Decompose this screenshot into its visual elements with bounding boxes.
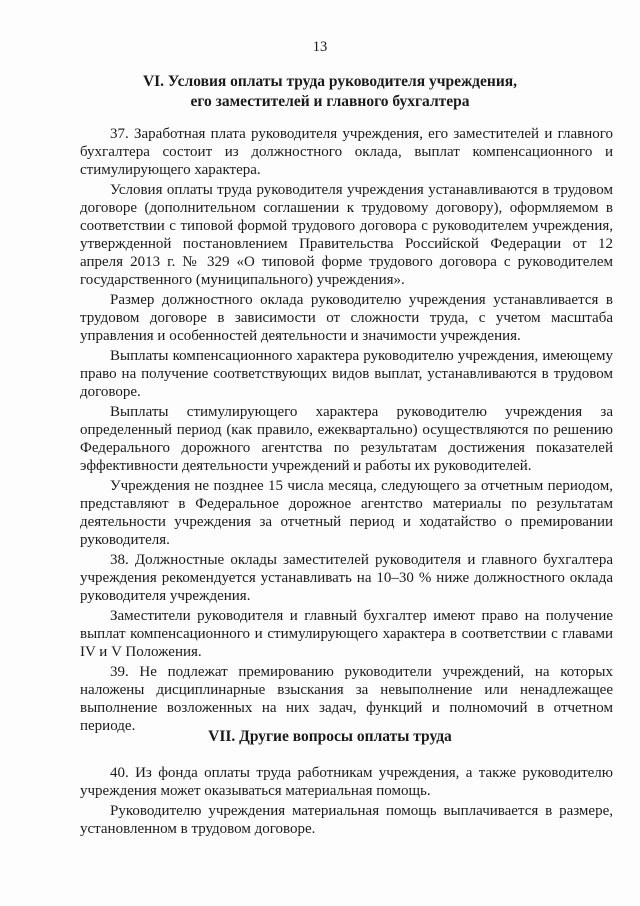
paragraph-37-incentive: Выплаты стимулирующего характера руководителю учреждения за определенный период (как правило, ежеквартально) осуществляются по решению Федерального дорожного агентства по результатам достижения показателей эффективности деятельности учреждений и работы их руководителей. (80, 404, 613, 474)
paragraph-37-salary-size: Размер должностного оклада руководителю учреждения устанавливается в трудовом договоре в зависимости от сложности труда, с учетом масштаба управления и особенностей деятельности и значимости учреждения. (80, 292, 613, 344)
section-7-title: VII. Другие вопросы оплаты труда (208, 728, 452, 745)
section-7-body (80, 764, 613, 840)
paragraph-40: 40. Из фонда оплаты труда работникам учреждения, а также руководителю учреждения может оказываться материальная помощь. (80, 765, 613, 799)
paragraph-37-compensation: Выплаты компенсационного характера руководителю учреждения, имеющему право на получение соответствующих видов выплат, устанавливаются в трудовом договоре. (80, 348, 613, 400)
paragraph-37-conditions: Условия оплаты труда руководителя учреждения устанавливаются в трудовом договоре (дополнительном соглашении к трудовому договору), оформляемом в соответствии с типовой формой трудового договора с руководителем учреждения, утвержденной постановлением Правительства Российской Федерации от 12 апреля 2013 г. № 329 «О типовой форме трудового договора с руководителем государственного (муниципального) учреждения». (80, 182, 613, 288)
page-number: 13 (312, 39, 328, 55)
paragraph-38-deputies: Заместители руководителя и главный бухгалтер имеют право на получение выплат компенсационного и стимулирующего характера в соответствии с главами IV и V Положения. (80, 608, 613, 660)
paragraph-37-reporting: Учреждения не позднее 15 числа месяца, следующего за отчетным периодом, представляют в Федеральное дорожное агентство материалы по результатам деятельности учреждения за отчетный период и ходатайство о премировании руководителя. (80, 478, 613, 548)
section-6-title-line-1: VI. Условия оплаты труда руководителя учреждения, (142, 73, 518, 90)
section-6-body (80, 125, 613, 737)
section-6-title (60, 72, 600, 112)
paragraph-40-head: Руководителю учреждения материальная помощь выплачивается в размере, установленном в трудовом договоре. (80, 803, 613, 837)
paragraph-37: 37. Заработная плата руководителя учреждения, его заместителей и главного бухгалтера состоит из должностного оклада, выплат компенсационного и стимулирующего характера. (80, 126, 613, 178)
paragraph-38: 38. Должностные оклады заместителей руководителя и главного бухгалтера учреждения рекомендуется устанавливать на 10–30 % ниже должностного оклада руководителя учреждения. (80, 552, 613, 604)
paragraph-39: 39. Не подлежат премированию руководители учреждений, на которых наложены дисциплинарные взыскания за невыполнение или ненадлежащее выполнение возложенных на них задач, функций и полномочий в отчетном периоде. (80, 664, 613, 734)
section-6-title-line-2: его заместителей и главного бухгалтера (190, 93, 470, 110)
